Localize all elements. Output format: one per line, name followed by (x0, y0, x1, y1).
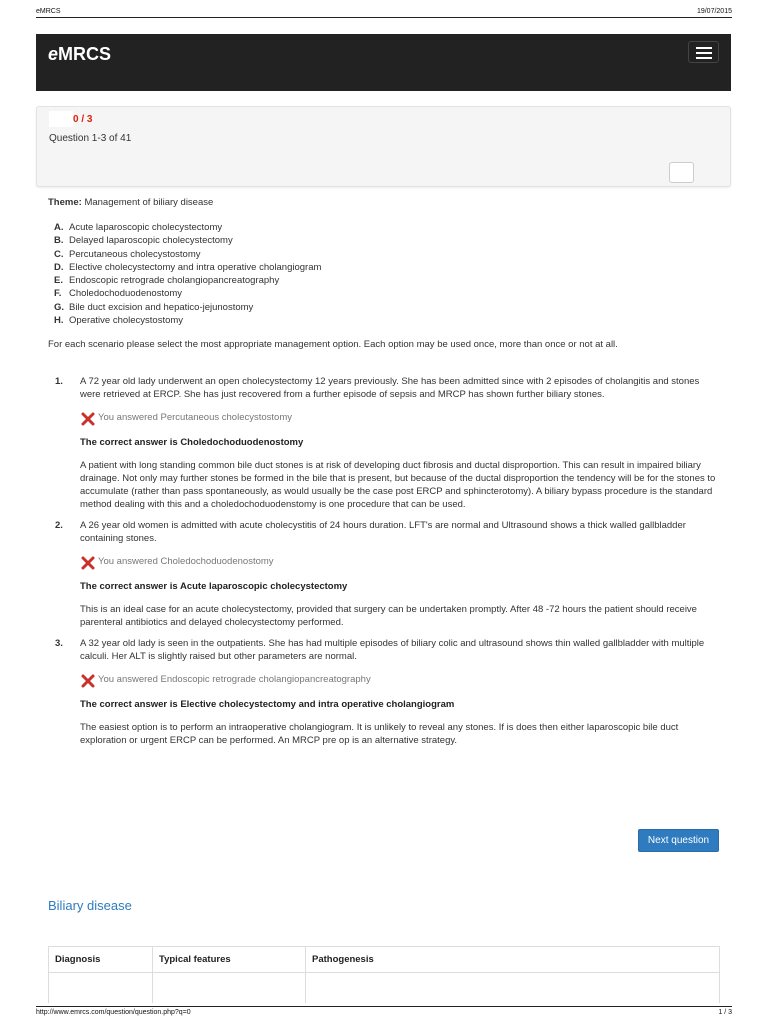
question-number: 1. (55, 376, 63, 388)
correct-answer: The correct answer is Elective cholecystectomy and intra operative cholangiogram (80, 699, 455, 711)
score-box (49, 111, 73, 127)
option-item: B. Delayed laparoscopic cholecystectomy (54, 235, 233, 247)
print-header (36, 8, 732, 18)
table-header-cell: Diagnosis (49, 947, 153, 972)
explanation-text: This is an ideal case for an acute cholecystectomy, provided that surgery can be undertaken promptly. After 48 -72 hours the patient should receive parenteral antibiotics and delayed cholecystectomy performed. (80, 604, 697, 629)
explanation-text: A patient with long standing common bile duct stones is at risk of developing duct fibrosis and ductal disproportion. This can result in impaired biliary drainage. Not only may further stones be formed in the bile that is present, but because of the ductal disproportion the tendency will be for the stones to accumulate (rather than pass spontaneously, as would usually be the case post ERCP and sphincterotomy). A biliary bypass procedure is the standard method dealing with this and a choledochoduodenstomy is one procedure that can be used. (80, 460, 716, 511)
user-answer: You answered Choledochoduodenostomy (80, 555, 718, 571)
question-number: 2. (55, 520, 63, 532)
question-stem: A 26 year old women is admitted with acute cholecystitis of 24 hours duration. LFT's are normal and Ultrasound shows a thick walled gallbladder containing stones. (80, 520, 686, 545)
question-item (48, 375, 718, 511)
option-item: D. Elective cholecystectomy and intra operative cholangiogram (54, 261, 322, 273)
table-header-cell: Pathogenesis (312, 954, 374, 965)
question-item (48, 519, 718, 629)
option-item: F. Choledochoduodenostomy (54, 288, 183, 300)
score-value: 0 / 3 (73, 114, 93, 125)
section-title: Biliary disease (48, 898, 132, 913)
option-item: G. Bile duct excision and hepatico-jejunostomy (54, 301, 254, 313)
table-header-row (49, 947, 719, 973)
next-question-button[interactable]: Next question (638, 829, 719, 852)
option-item: C. Percutaneous cholecystostomy (54, 248, 201, 260)
question-item (48, 637, 718, 747)
print-header-date: 19/07/2015 (696, 8, 732, 15)
question-number: 3. (55, 638, 63, 650)
theme-line (48, 196, 718, 209)
brand-logo[interactable]: eMRCS (48, 44, 112, 64)
option-item: E. Endoscopic retrograde cholangiopancreatography (54, 275, 280, 287)
table-cell (306, 973, 719, 1003)
wrong-x-icon (80, 673, 96, 689)
print-footer-page: 1 / 3 (718, 1009, 732, 1016)
instruction-text: For each scenario please select the most appropriate management option. Each option may be used once, more than once or not at all. (48, 339, 618, 351)
question-content (48, 196, 718, 755)
question-range: Question 1-3 of 41 (49, 133, 132, 144)
panel-toggle-button[interactable] (669, 162, 694, 183)
correct-answer: The correct answer is Acute laparoscopic cholecystectomy (80, 581, 348, 593)
options-list (54, 221, 718, 327)
theme-text: Management of biliary disease (84, 197, 214, 208)
theme-label: Theme: (48, 197, 82, 208)
print-header-title: eMRCS (36, 8, 61, 15)
table-header-cell: Typical features (153, 947, 306, 972)
table-cell (49, 973, 153, 1003)
table-row (49, 973, 719, 1003)
option-item: A. Acute laparoscopic cholecystectomy (54, 222, 223, 233)
user-answer: You answered Percutaneous cholecystostomy (80, 411, 718, 427)
info-table (48, 946, 720, 1003)
print-footer-url: http://www.emrcs.com/question/question.php?q=0 (36, 1009, 191, 1016)
question-stem: A 72 year old lady underwent an open cholecystectomy 12 years previously. She has been admitted since with 2 episodes of cholangitis and stones were retrieved at ERCP. She has just recovered from a further episode of sepsis and MRCP has shown further biliary stones. (80, 376, 700, 401)
explanation-text: The easiest option is to perform an intraoperative cholangiogram. It is unlikely to reveal any stones. If is does then either laparoscopic bile duct exploration or urgent ERCP can be performed. An MRCP pre op is an alternative strategy. (80, 722, 679, 747)
option-item: H. Operative cholecystostomy (54, 315, 184, 327)
user-answer: You answered Endoscopic retrograde cholangiopancreatography (80, 673, 718, 689)
hamburger-icon[interactable] (688, 41, 719, 63)
question-stem: A 32 year old lady is seen in the outpatients. She has had multiple episodes of biliary colic and ultrasound shows thin walled gallbladder with multiple calculi. Her ALT is slightly raised but other parameters are normal. (80, 638, 705, 663)
print-footer (36, 1006, 732, 1018)
wrong-x-icon (80, 555, 96, 571)
score-panel (36, 106, 731, 187)
table-cell (153, 973, 306, 1003)
navbar (36, 34, 731, 91)
correct-answer: The correct answer is Choledochoduodenostomy (80, 437, 304, 449)
wrong-x-icon (80, 411, 96, 427)
